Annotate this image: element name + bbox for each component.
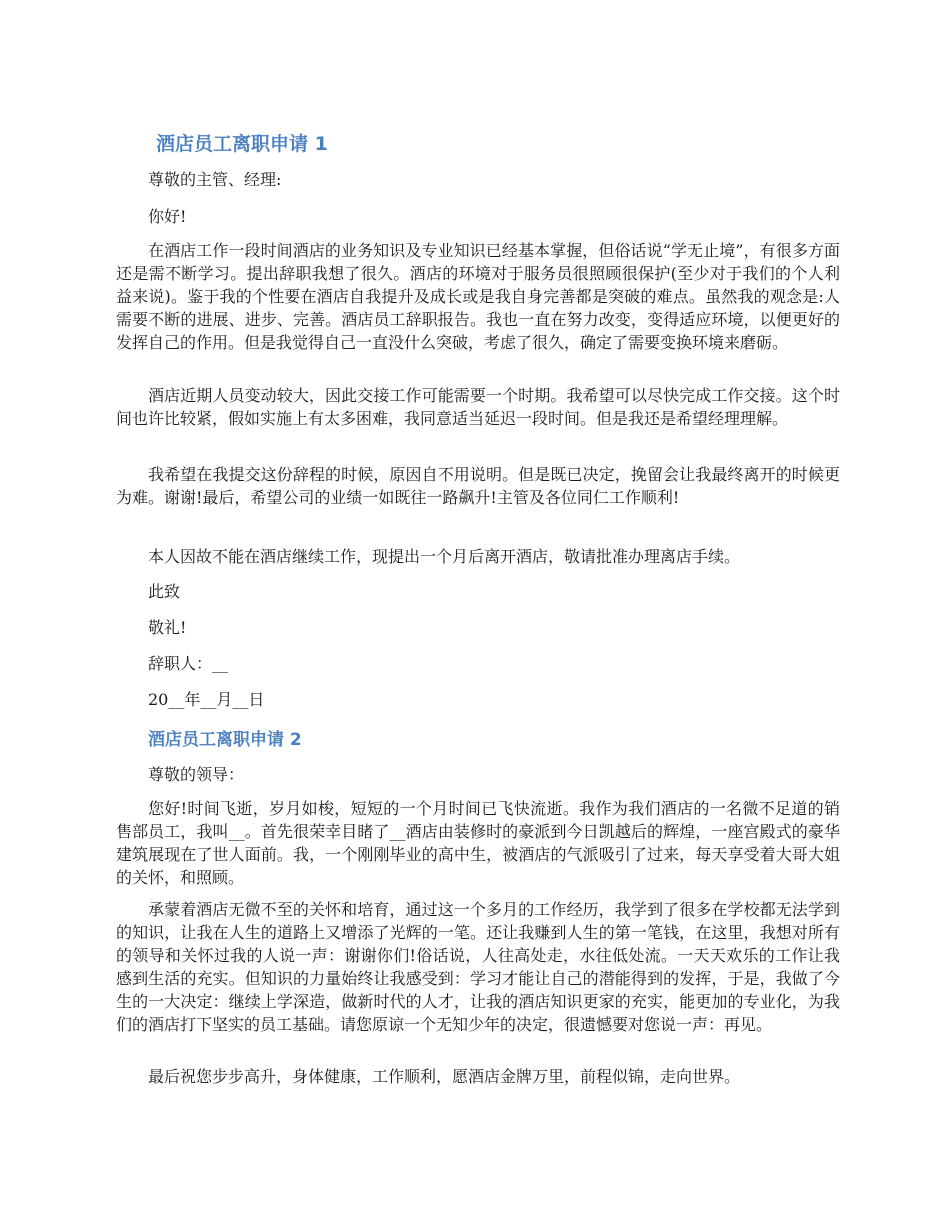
letter1-title: 酒店员工离职申请 1 xyxy=(156,133,328,155)
letter1-paragraph-4: 本人因故不能在酒店继续工作，现提出一个月后离开酒店，敬请批准办理离店手续。 xyxy=(148,547,741,566)
letter1-signer: 辞职人：__ xyxy=(148,654,229,673)
letter2-salutation: 尊敬的领导： xyxy=(148,765,245,784)
letter1-closing-2: 敬礼! xyxy=(148,618,187,637)
letter2-paragraph-2: 承蒙着酒店无微不至的关怀和培育，通过这一个多月的工作经历，我学到了很多在学校都无法学到的知识，让我在人生的道路上又增添了光辉的一笔。还让我赚到人生的第一笔钱，在这里，我想对所有的领导和关怀过我的人说一声：谢谢你们!俗话说，人往高处走，水往低处流。一天天欢乐的工作让我感到生活的充实。但知识的力量始终让我感受到：学习才能让自己的潜能得到的发挥，于是，我做了今生的一大决定：继续上学深造，做新时代的人才，让我的酒店知识更家的充实，能更加的专业化，为我们的酒店打下坚实的员工基础。请您原谅一个无知少年的决定，很遗憾要对您说一声：再见。 xyxy=(116,900,840,1034)
letter2-title: 酒店员工离职申请 2 xyxy=(148,730,302,750)
letter2-paragraph-3: 最后祝您步步高升，身体健康，工作顺利，愿酒店金牌万里，前程似锦，走向世界。 xyxy=(148,1067,741,1086)
letter1-paragraph-2: 酒店近期人员变动较大，因此交接工作可能需要一个时期。我希望可以尽快完成工作交接。这个时间也许比较紧，假如实施上有太多困难，我同意适当延迟一段时间。但是我还是希望经理理解。 xyxy=(116,386,840,428)
letter1-paragraph-1: 在酒店工作一段时间酒店的业务知识及专业知识已经基本掌握，但俗话说“学无止境”，有很多方面还是需不断学习。提出辞职我想了很久。酒店的环境对于服务员很照顾很保护(至少对于我们的个人利益来说)。鉴于我的个性要在酒店自我提升及成长或是我自身完善都是突破的难点。虽然我的观念是:人需要不断的进展、进步、完善。酒店员工辞职报告。我也一直在努力改变，变得适应环境，以便更好的发挥自己的作用。但是我觉得自己一直没什么突破，考虑了很久，确定了需要变换环境来磨砺。 xyxy=(116,241,840,352)
letter1-date: 20__年__月__日 xyxy=(148,690,265,709)
letter1-closing-1: 此致 xyxy=(148,582,181,601)
letter1-paragraph-3: 我希望在我提交这份辞程的时候，原因自不用说明。但是既已决定，挽留会让我最终离开的时候更为难。谢谢!最后，希望公司的业绩一如既往一路飙升!主管及各位同仁工作顺利! xyxy=(116,465,840,507)
letter1-salutation: 尊敬的主管、经理: xyxy=(148,170,282,189)
letter2-paragraph-1: 您好!时间飞逝，岁月如梭，短短的一个月时间已飞快流逝。我作为我们酒店的一名微不足道的销售部员工，我叫__。首先很荣幸目睹了__酒店由装修时的豪派到今日凯越后的辉煌，一座宫殿式的豪华建筑展现在了世人面前。我，一个刚刚毕业的高中生，被酒店的气派吸引了过来，每天享受着大哥大姐的关怀，和照顾。 xyxy=(116,799,840,887)
letter1-greeting: 你好! xyxy=(148,207,187,226)
